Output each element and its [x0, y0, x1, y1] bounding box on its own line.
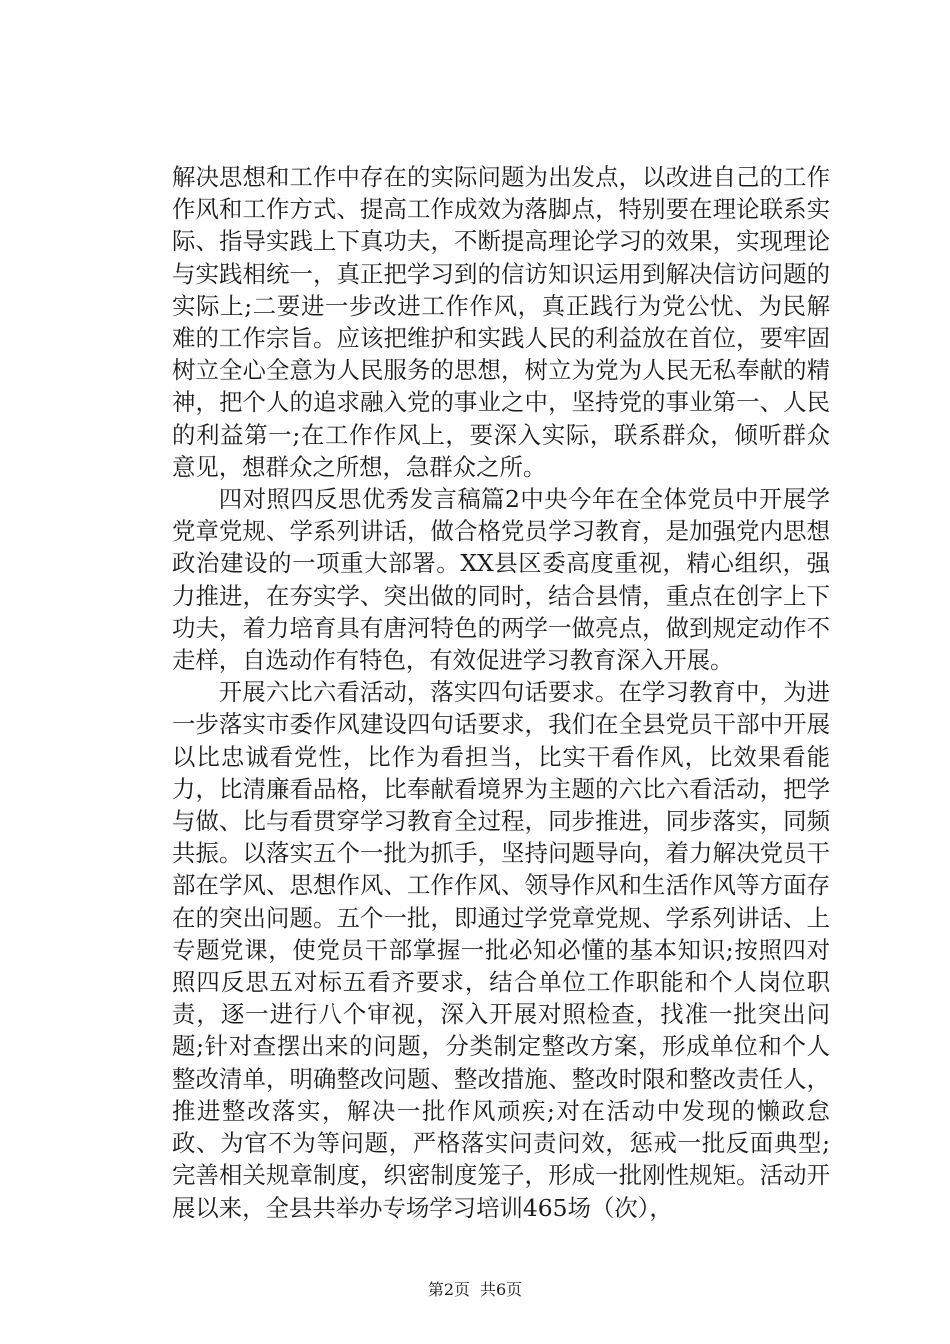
- page-number-current: 第2页: [427, 1280, 470, 1299]
- page-footer: [0, 1279, 950, 1301]
- paragraph-continuation: 解决思想和工作中存在的实际问题为出发点，以改进自己的工作作风和工作方式、提高工作成效为落脚点，特别要在理论联系实际、指导实践上下真功夫，不断提高理论学习的效果，实现理论与实践相统一，真正把学习到的信访知识运用到解决信访问题的实际上;二要进一步改进工作作风，真正践行为党公忧、为民解难的工作宗旨。应该把维护和实践人民的利益放在首位，要牢固树立全心全意为人民服务的思想，树立为党为人民无私奉献的精神，把个人的追求融入党的事业之中，坚持党的事业第一、人民的利益第一;在工作作风上，要深入实际，联系群众，倾听群众意见，想群众之所想，急群众之所。: [172, 163, 830, 481]
- paragraph-speech-intro: 四对照四反思优秀发言稿篇2中央今年在全体党员中开展学党章党规、学系列讲话，做合格党员学习教育，是加强党内思想政治建设的一项重大部署。XX县区委高度重视，精心组织，强力推进，在夯实学、突出做的同时，结合县情，重点在创字上下功夫，着力培育具有唐河特色的两学一做亮点，做到规定动作不走样，自选动作有特色，有效促进学习教育深入开展。: [172, 485, 830, 675]
- paragraph-six-comparisons: 开展六比六看活动，落实四句话要求。在学习教育中，为进一步落实市委作风建设四句话要求，我们在全县党员干部中开展以比忠诚看党性，比作为看担当，比实干看作风，比效果看能力，比清廉看品格，比奉献看境界为主题的六比六看活动，把学与做、比与看贯穿学习教育全过程，同步推进，同步落实，同频共振。以落实五个一批为抓手，坚持问题导向，着力解决党员干部在学风、思想作风、工作作风、领导作风和生活作风等方面存在的突出问题。五个一批，即通过学党章党规、学系列讲话、上专题党课，使党员干部掌握一批必知必懂的基本知识;按照四对照四反思五对标五看齐要求，结合单位工作职能和个人岗位职责，逐一进行八个审视，深入开展对照检查，找准一批突出问题;针对查摆出来的问题，分类制定整改方案，形成单位和个人整改清单，明确整改问题、整改措施、整改时限和整改责任人，推进整改落实，解决一批作风顽疾;对在活动中发现的懒政怠政、为官不为等问题，严格落实问责问效，惩戒一批反面典型;完善相关规章制度，织密制度笼子，形成一批刚性规矩。活动开展以来，全县共举办专场学习培训465场（次），: [172, 678, 830, 1222]
- document-body: [172, 161, 830, 1224]
- page-number-total: 共6页: [480, 1280, 523, 1299]
